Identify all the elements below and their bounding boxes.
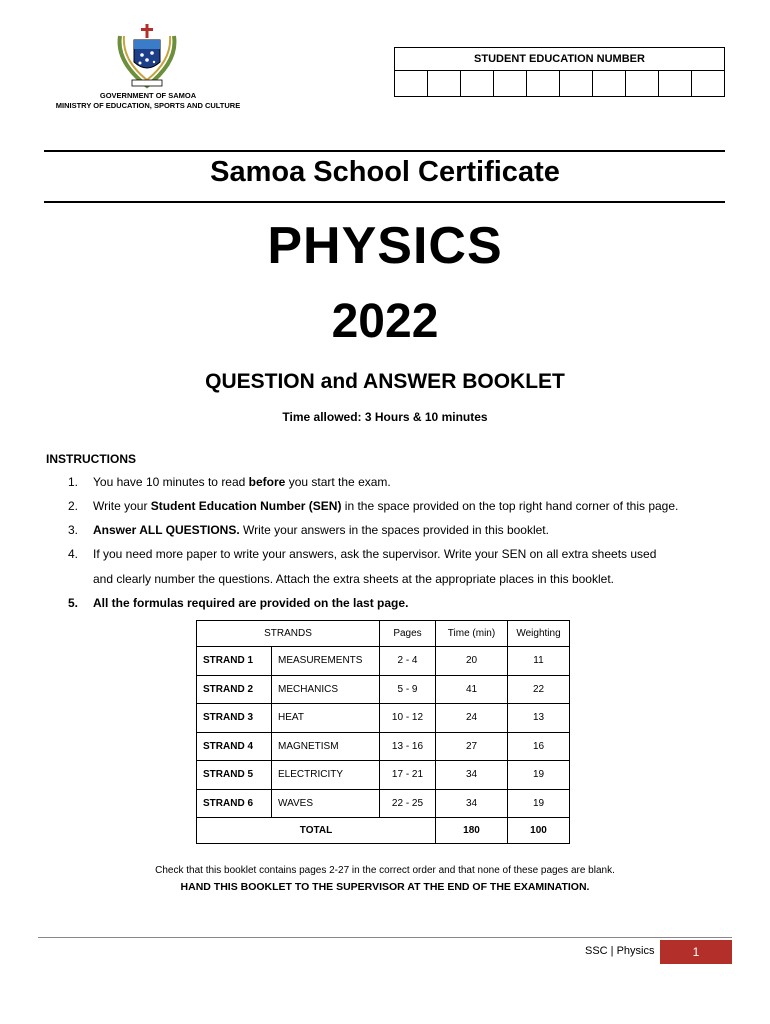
strands-header: STRANDS bbox=[197, 621, 380, 647]
instruction-item bbox=[68, 470, 748, 494]
government-heading bbox=[50, 91, 246, 111]
footer-label: SSC | Physics bbox=[585, 945, 655, 957]
pages-cell: 5 - 9 bbox=[380, 675, 436, 704]
weighting-cell: 22 bbox=[508, 675, 570, 704]
instruction-number: 5. bbox=[68, 596, 79, 610]
weighting-cell: 11 bbox=[508, 647, 570, 676]
sen-label: STUDENT EDUCATION NUMBER bbox=[395, 48, 724, 71]
instruction-text: you start the exam. bbox=[285, 475, 391, 489]
instruction-continuation: and clearly number the questions. Attach the extra sheets at the appropriate places in this booklet. bbox=[93, 571, 614, 586]
instructions-heading: INSTRUCTIONS bbox=[46, 452, 136, 466]
instruction-number: 4. bbox=[68, 547, 79, 561]
instruction-emphasis: All the formulas required are provided on the last page. bbox=[93, 596, 409, 610]
sen-cell[interactable] bbox=[428, 71, 461, 96]
strand-cell: STRAND 6 bbox=[197, 789, 272, 818]
instruction-number: 3. bbox=[68, 523, 79, 537]
strand-cell: STRAND 5 bbox=[197, 761, 272, 790]
table-row bbox=[197, 789, 570, 818]
time-cell: 24 bbox=[436, 704, 508, 733]
topic-cell: MECHANICS bbox=[272, 675, 380, 704]
instruction-emphasis: Answer ALL QUESTIONS. bbox=[93, 523, 240, 537]
instruction-text: You have 10 minutes to read bbox=[93, 475, 249, 489]
booklet-title: QUESTION and ANSWER BOOKLET bbox=[205, 370, 565, 393]
topic-cell: HEAT bbox=[272, 704, 380, 733]
weighting-header: Weighting bbox=[508, 621, 570, 647]
sen-cell[interactable] bbox=[626, 71, 659, 96]
samoa-coat-of-arms-icon bbox=[110, 22, 184, 90]
strand-cell: STRAND 3 bbox=[197, 704, 272, 733]
table-row bbox=[197, 761, 570, 790]
time-cell: 27 bbox=[436, 732, 508, 761]
table-total-row bbox=[197, 818, 570, 844]
pages-cell: 2 - 4 bbox=[380, 647, 436, 676]
pages-cell: 17 - 21 bbox=[380, 761, 436, 790]
weighting-cell: 19 bbox=[508, 761, 570, 790]
time-header: Time (min) bbox=[436, 621, 508, 647]
time-cell: 34 bbox=[436, 761, 508, 790]
student-education-number-box bbox=[394, 47, 725, 97]
instruction-item bbox=[68, 542, 748, 566]
instruction-number: 2. bbox=[68, 499, 79, 513]
strand-cell: STRAND 2 bbox=[197, 675, 272, 704]
instruction-item bbox=[68, 518, 748, 542]
instruction-emphasis: before bbox=[248, 475, 286, 489]
topic-cell: MAGNETISM bbox=[272, 732, 380, 761]
hand-in-note: HAND THIS BOOKLET TO THE SUPERVISOR AT THE END OF THE EXAMINATION. bbox=[180, 881, 590, 893]
total-time: 180 bbox=[436, 818, 508, 844]
table-row bbox=[197, 647, 570, 676]
sen-cell[interactable] bbox=[461, 71, 494, 96]
title-rule-bottom bbox=[44, 201, 725, 203]
page-check-note: Check that this booklet contains pages 2-27 in the correct order and that none of these pages are blank. bbox=[155, 865, 615, 876]
weighting-cell: 16 bbox=[508, 732, 570, 761]
total-label: TOTAL bbox=[197, 818, 436, 844]
strands-table bbox=[196, 620, 570, 844]
instruction-text: If you need more paper to write your answers, ask the supervisor. Write your SEN on all extra sheets used bbox=[93, 547, 657, 561]
total-weighting: 100 bbox=[508, 818, 570, 844]
government-name: GOVERNMENT OF SAMOA bbox=[99, 91, 197, 100]
exam-year: 2022 bbox=[331, 295, 439, 348]
instruction-emphasis: Student Education Number (SEN) bbox=[150, 499, 342, 513]
instruction-item bbox=[68, 591, 748, 615]
sen-cell[interactable] bbox=[659, 71, 692, 96]
sen-cell[interactable] bbox=[494, 71, 527, 96]
time-allowed: Time allowed: 3 Hours & 10 minutes bbox=[282, 410, 488, 424]
table-header-row bbox=[197, 621, 570, 647]
table-row bbox=[197, 732, 570, 761]
sen-entry-cells[interactable] bbox=[395, 71, 724, 96]
pages-cell: 10 - 12 bbox=[380, 704, 436, 733]
table-row bbox=[197, 704, 570, 733]
footer-rule bbox=[38, 937, 732, 938]
page-number: 1 bbox=[660, 940, 732, 964]
instruction-text: Write your bbox=[93, 499, 151, 513]
topic-cell: MEASUREMENTS bbox=[272, 647, 380, 676]
time-cell: 34 bbox=[436, 789, 508, 818]
instruction-number: 1. bbox=[68, 475, 79, 489]
sen-cell[interactable] bbox=[527, 71, 560, 96]
weighting-cell: 19 bbox=[508, 789, 570, 818]
pages-cell: 22 - 25 bbox=[380, 789, 436, 818]
certificate-title: Samoa School Certificate bbox=[210, 156, 560, 188]
strand-cell: STRAND 4 bbox=[197, 732, 272, 761]
topic-cell: ELECTRICITY bbox=[272, 761, 380, 790]
weighting-cell: 13 bbox=[508, 704, 570, 733]
topic-cell: WAVES bbox=[272, 789, 380, 818]
sen-cell[interactable] bbox=[692, 71, 724, 96]
table-row bbox=[197, 675, 570, 704]
time-cell: 20 bbox=[436, 647, 508, 676]
time-cell: 41 bbox=[436, 675, 508, 704]
sen-cell[interactable] bbox=[395, 71, 428, 96]
instruction-item bbox=[68, 494, 748, 518]
instruction-text: in the space provided on the top right hand corner of this page. bbox=[341, 499, 679, 513]
strand-cell: STRAND 1 bbox=[197, 647, 272, 676]
pages-header: Pages bbox=[380, 621, 436, 647]
instructions-list bbox=[68, 470, 748, 615]
ministry-name: MINISTRY OF EDUCATION, SPORTS AND CULTURE bbox=[55, 101, 241, 110]
instruction-text: Write your answers in the spaces provided in this booklet. bbox=[239, 523, 549, 537]
subject-title: PHYSICS bbox=[267, 217, 503, 275]
sen-cell[interactable] bbox=[593, 71, 626, 96]
title-rule-top bbox=[44, 150, 725, 152]
pages-cell: 13 - 16 bbox=[380, 732, 436, 761]
sen-cell[interactable] bbox=[560, 71, 593, 96]
